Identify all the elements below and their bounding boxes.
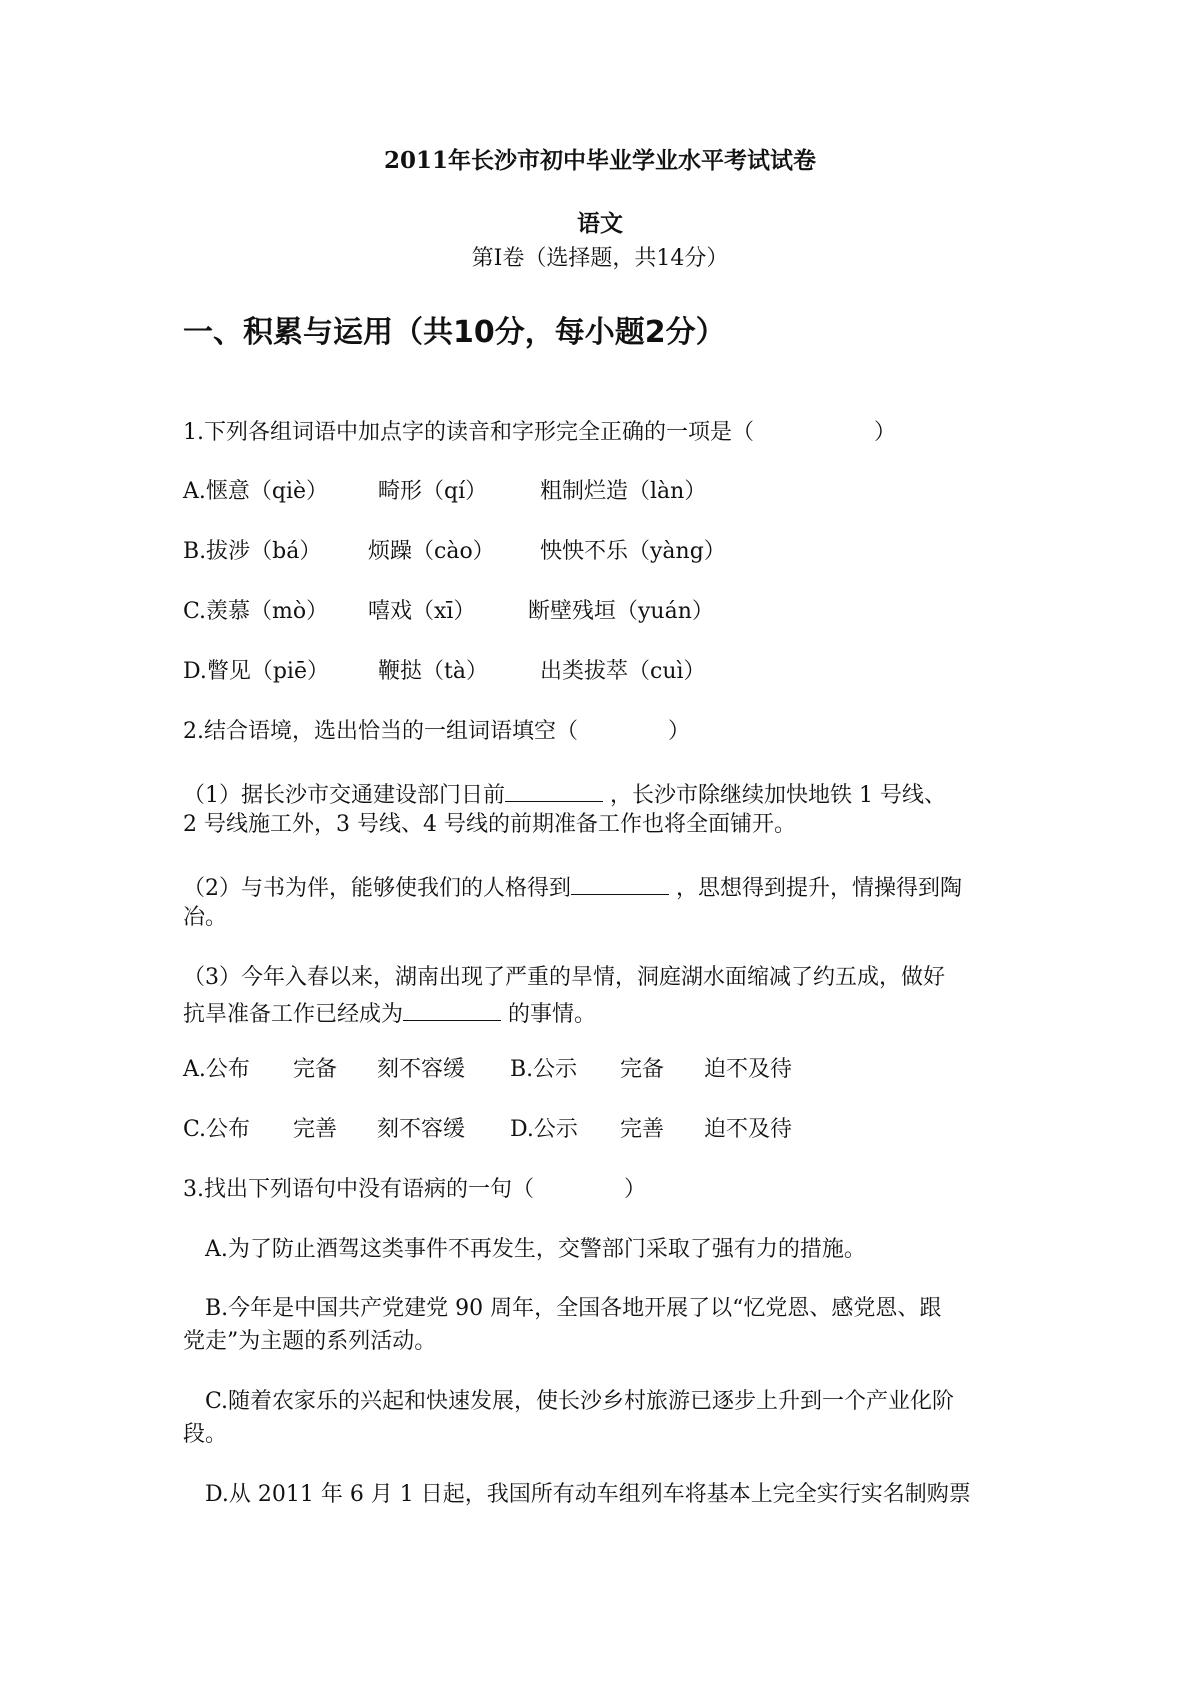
question-2-options-row-2: C.公布 完善 刻不容缓 D.公示 完善 迫不及待 <box>183 1117 793 1142</box>
volume-heading: 第Ⅰ卷（选择题，共14分） <box>471 246 729 271</box>
question-2-sentence-3-line-1: （3）今年入春以来，湖南出现了严重的旱情，洞庭湖水面缩减了约五成，做好 <box>183 965 945 990</box>
question-3-option-c-line-2: 段。 <box>183 1422 228 1447</box>
question-3-text: 3.找出下列语句中没有语病的一句（ <box>183 1177 534 1202</box>
section-heading: 一、积累与运用（共10分，每小题2分） <box>183 315 726 350</box>
question-3-option-b-line-1: B.今年是中国共产党建党 90 周年，全国各地开展了以“忆党恩、感党恩、跟 <box>205 1296 942 1321</box>
fill-blank <box>571 870 669 895</box>
question-2-close: ） <box>668 719 691 744</box>
question-2-text: 2.结合语境，选出恰当的一组词语填空（ <box>183 719 578 744</box>
question-1-option-c: C.羡慕（mò） 嘻戏（xī） 断壁残垣（yuán） <box>183 599 714 624</box>
question-2-options-row-1: A.公布 完备 刻不容缓 B.公示 完备 迫不及待 <box>183 1057 793 1082</box>
question-2-sentence-1-line-2: 2 号线施工外，3 号线、4 号线的前期准备工作也将全面铺开。 <box>183 812 796 837</box>
question-1-text: 1.下列各组词语中加点字的读音和字形完全正确的一项是（ <box>183 420 754 445</box>
exam-title: 2011年长沙市初中毕业学业水平考试试卷 <box>383 147 816 174</box>
question-2-sentence-2-line-2: 冶。 <box>183 905 228 930</box>
question-3-option-d-line-1: D.从 2011 年 6 月 1 日起，我国所有动车组列车将基本上完全实行实名制购票 <box>205 1482 971 1507</box>
question-3-stem <box>183 1175 646 1205</box>
fill-blank <box>403 996 501 1021</box>
question-2-sentence-1-line-1: （1）据长沙市交通建设部门日前 ，长沙市除继续加快地铁 1 号线、 <box>183 777 946 811</box>
question-3-option-b-line-2: 党走”为主题的系列活动。 <box>183 1329 437 1354</box>
fill-blank <box>505 777 603 802</box>
subject-title: 语文 <box>577 210 623 237</box>
question-1-stem <box>183 418 896 448</box>
question-2-stem <box>183 717 690 747</box>
question-2-sentence-2-line-1: （2）与书为伴，能够使我们的人格得到 ，思想得到提升，情操得到陶 <box>183 870 962 904</box>
question-1-option-d: D.瞥见（piē） 鞭挞（tà） 出类拔萃（cuì） <box>183 659 706 684</box>
question-1-close: ） <box>874 420 897 445</box>
question-3-option-c-line-1: C.随着农家乐的兴起和快速发展，使长沙乡村旅游已逐步上升到一个产业化阶 <box>205 1389 955 1414</box>
question-1-option-a: A.惬意（qiè） 畸形（qí） 粗制烂造（làn） <box>183 479 707 504</box>
question-2-sentence-3-line-2: 抗旱准备工作已经成为 的事情。 <box>183 996 596 1030</box>
question-3-close: ） <box>624 1177 647 1202</box>
question-1-option-b: B.拔涉（bá） 烦躁（cào） 怏怏不乐（yàng） <box>183 539 726 564</box>
question-3-option-a: A.为了防止酒驾这类事件不再发生，交警部门采取了强有力的措施。 <box>205 1237 866 1262</box>
